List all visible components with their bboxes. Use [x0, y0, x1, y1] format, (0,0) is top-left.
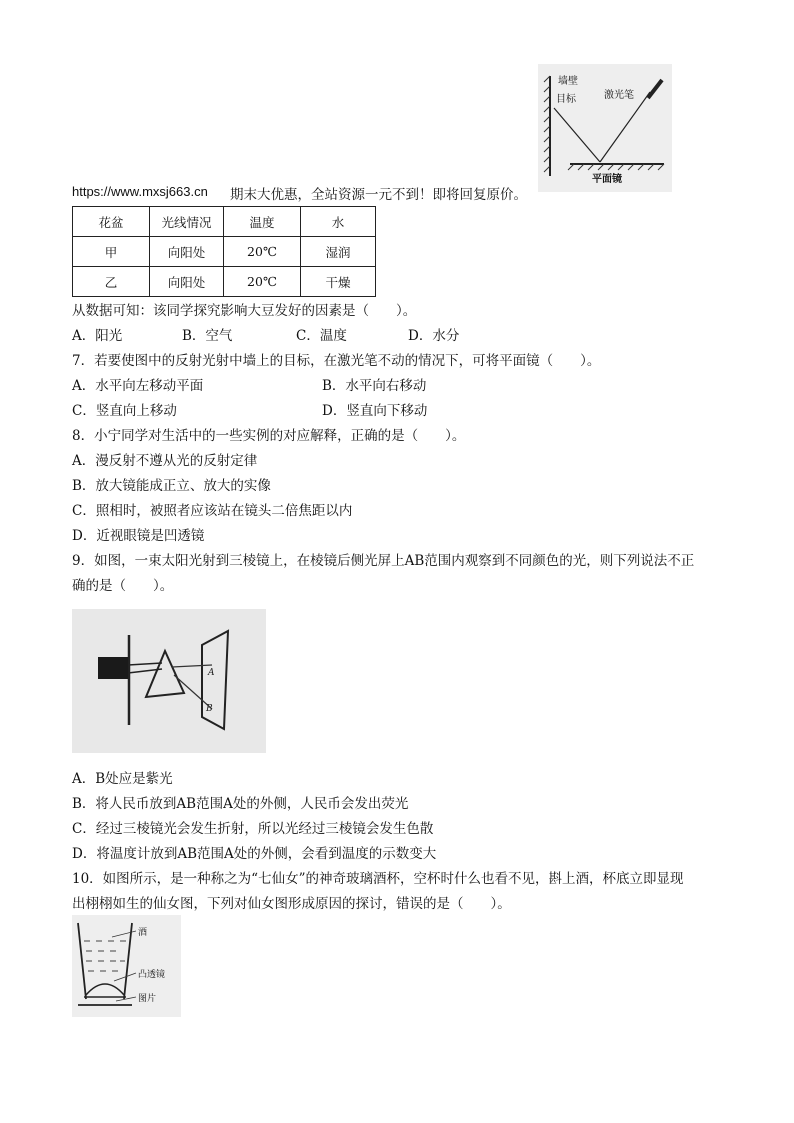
table-cell: 乙 — [73, 267, 150, 297]
q8-option-c[interactable]: C．照相时，被照者应该站在镜头二倍焦距以内 — [72, 503, 353, 519]
experiment-table — [72, 206, 376, 297]
q10-stem-line1: 10．如图所示，是一种称之为“七仙女”的神奇玻璃酒杯，空杯时什么也看不见，斟上酒，杯底立即显现 — [72, 871, 684, 887]
table-header-cell: 水 — [301, 207, 376, 237]
q9-stem-line2: 确的是（ ）。 — [72, 578, 174, 594]
q10-stem-line2: 出栩栩如生的仙女图，下列对仙女图形成原因的探讨，错误的是（ ）。 — [72, 896, 511, 912]
q6-option-b[interactable]: B．空气 — [182, 328, 233, 344]
table-cell: 湿润 — [301, 237, 376, 267]
q8-option-b[interactable]: B．放大镜能成正立、放大的实像 — [72, 478, 271, 494]
laser-label: 激光笔 — [604, 90, 634, 101]
prism-label-b: B — [206, 704, 213, 714]
q6-option-a[interactable]: A．阳光 — [72, 328, 123, 344]
q7-option-c[interactable]: C．竖直向上移动 — [72, 403, 177, 419]
table-header-cell: 花盆 — [73, 207, 150, 237]
q9-option-a[interactable]: A．B处应是紫光 — [72, 771, 173, 787]
q6-option-d[interactable]: D．水分 — [408, 328, 460, 344]
table-header-cell: 温度 — [224, 207, 301, 237]
wine-glass-figure — [72, 915, 181, 1017]
q8-option-a[interactable]: A．漫反射不遵从光的反射定律 — [72, 453, 258, 469]
q9-option-c[interactable]: C．经过三棱镜光会发生折射，所以光经过三棱镜会发生色散 — [72, 821, 434, 837]
table-row — [73, 237, 376, 267]
q8-stem: 8．小宁同学对生活中的一些实例的对应解释，正确的是（ ）。 — [72, 428, 466, 444]
convex-lens-label: 凸透镜 — [138, 970, 166, 980]
table-row — [73, 267, 376, 297]
mirror-laser-figure — [538, 64, 672, 192]
q6-stem: 从数据可知：该同学探究影响大豆发好的因素是（ ）。 — [72, 303, 417, 319]
q9-option-b[interactable]: B．将人民币放到AB范围A处的外侧，人民币会发出荧光 — [72, 796, 409, 812]
q7-option-b[interactable]: B．水平向右移动 — [322, 378, 427, 394]
source-url[interactable]: https://www.mxsj663.cn — [72, 184, 208, 199]
q9-option-d[interactable]: D．将温度计放到AB范围A处的外侧，会看到温度的示数变大 — [72, 846, 437, 862]
table-cell: 向阳处 — [150, 237, 224, 267]
picture-label: 图片 — [138, 994, 157, 1004]
mirror-label: 平面镜 — [592, 174, 622, 185]
wall-label: 墙壁 — [558, 76, 578, 87]
q6-option-c[interactable]: C．温度 — [296, 328, 347, 344]
table-header-cell: 光线情况 — [150, 207, 224, 237]
table-cell: 20℃ — [224, 237, 301, 267]
q7-option-a[interactable]: A．水平向左移动平面 — [72, 378, 204, 394]
table-header-row — [73, 207, 376, 237]
q8-option-d[interactable]: D．近视眼镜是凹透镜 — [72, 528, 205, 544]
table-cell: 甲 — [73, 237, 150, 267]
q9-stem-line1: 9．如图，一束太阳光射到三棱镜上，在棱镜后侧光屏上AB范围内观察到不同颜色的光，则下列说法不正 — [72, 553, 695, 569]
prism-label-a: A — [208, 668, 215, 678]
promo-text: 期末大优惠，全站资源一元不到！即将回复原价。 — [230, 187, 527, 203]
table-cell: 干燥 — [301, 267, 376, 297]
target-label: 目标 — [556, 94, 576, 105]
table-cell: 20℃ — [224, 267, 301, 297]
table-cell: 向阳处 — [150, 267, 224, 297]
q7-stem: 7．若要使图中的反射光射中墙上的目标，在激光笔不动的情况下，可将平面镜（ ）。 — [72, 353, 601, 369]
wine-label: 酒 — [138, 928, 148, 938]
q7-option-d[interactable]: D．竖直向下移动 — [322, 403, 428, 419]
prism-figure — [72, 609, 266, 753]
